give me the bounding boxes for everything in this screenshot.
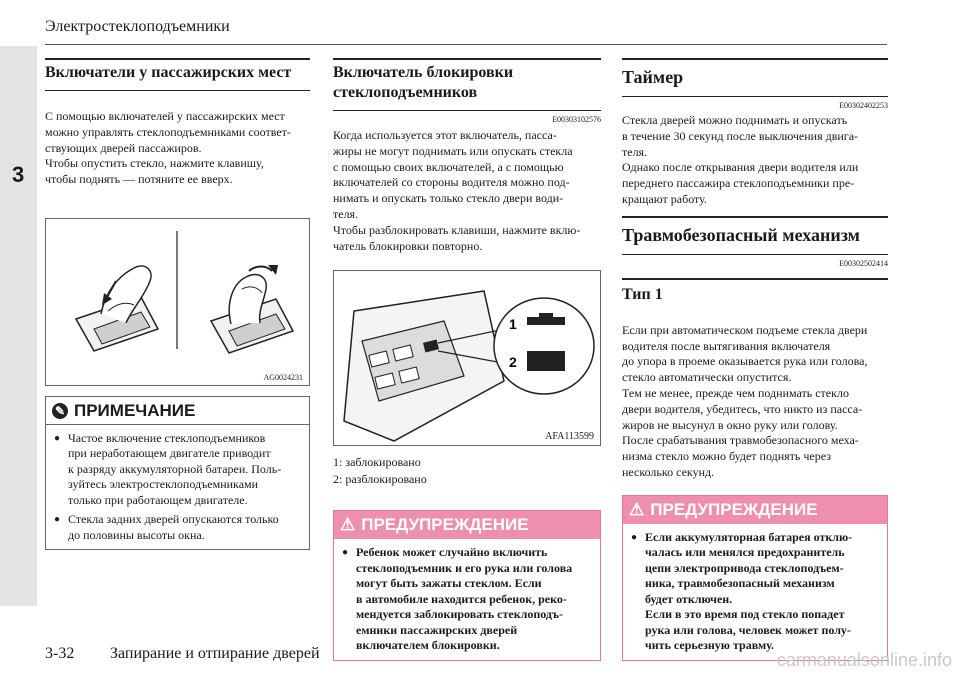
figure-code: AG0024231 bbox=[263, 372, 303, 382]
warning-triangle-icon: ⚠ bbox=[340, 515, 356, 535]
callout-2: 2 bbox=[509, 354, 517, 371]
figure-legend bbox=[333, 454, 601, 488]
warning-item: ● Если аккумуляторная батарея отклю- чалась или менялся предохранитель цепи электропривода стеклоподъем- ника, травмобезопасный механизм будет отключен. Если в это время под стекло попадет рука или голова, человек может полу- чить серьезную травму. bbox=[631, 530, 879, 654]
note-item: ● Стекла задних дверей опускаются только до половины высоты окна. bbox=[54, 512, 301, 543]
door-panel-illustration bbox=[334, 271, 600, 445]
subsection-title-type1: Тип 1 bbox=[622, 278, 888, 315]
note-title bbox=[46, 397, 309, 425]
column-lock-switch bbox=[333, 58, 601, 661]
note-item: ● Частое включение стеклоподъемников при неработающем двигателе приводит к разряду аккумуляторной батареи. Поль- зуйтесь электростеклоподъемниками только при работающем двигателе. bbox=[54, 431, 301, 509]
passenger-switch-figure bbox=[45, 218, 310, 386]
running-title: Электростеклоподъемники bbox=[45, 18, 230, 35]
legend-item: 2: разблокировано bbox=[333, 472, 427, 487]
header-rule bbox=[45, 44, 887, 45]
warning-box-child bbox=[333, 510, 601, 661]
passenger-switches-text: С помощью включателей у пассажирских мест можно управлять стеклоподъемниками соответ- ствующих дверей пассажиров. Чтобы опустить стекло, нажмите клавишу, чтобы поднять — потяните ее вверх. bbox=[45, 109, 291, 187]
lock-switch-figure bbox=[333, 270, 601, 446]
section-title-timer: Таймер bbox=[622, 58, 888, 97]
section-code: E00302402253 bbox=[839, 101, 888, 110]
note-list bbox=[46, 425, 309, 550]
page-number: 3-32 bbox=[45, 645, 75, 662]
section-title-lock-switch: Включатель блокировки стеклоподъемников bbox=[333, 58, 601, 111]
section-code: E00303102576 bbox=[552, 115, 601, 124]
section-title-passenger-switches: Включатели у пассажирских мест bbox=[45, 58, 310, 91]
hand-switch-illustration bbox=[46, 219, 309, 385]
chapter-sidebar bbox=[0, 46, 37, 606]
section-code: E00302502414 bbox=[839, 258, 888, 268]
watermark: carmanualsonline.info bbox=[776, 650, 952, 670]
legend-item: 1: заблокировано bbox=[333, 455, 421, 470]
callout-1: 1 bbox=[509, 316, 517, 333]
pencil-icon: ✎ bbox=[52, 403, 68, 419]
timer-text: Стекла дверей можно поднимать и опускать в течение 30 секунд после выключения двига- теля. Однако после открывания двери водителя или переднего пассажира стеклоподъемники пре- кращают работу. bbox=[622, 113, 859, 206]
warning-title-text: ПРЕДУПРЕЖДЕНИЕ bbox=[361, 515, 529, 535]
warning-title-text: ПРЕДУПРЕЖДЕНИЕ bbox=[650, 499, 818, 519]
chapter-number: 3 bbox=[12, 162, 25, 187]
warning-box-battery bbox=[622, 495, 888, 661]
warning-triangle-icon: ⚠ bbox=[629, 499, 645, 519]
warning-item: ● Ребенок может случайно включить стеклоподъемник и его рука или голова могут быть зажаты стеклом. Если в автомобиле находится ребенок, реко- мендуется заблокировать стеклоподъ- емники пассажирских дверей включателем блокировки. bbox=[342, 545, 592, 654]
warning-title bbox=[334, 511, 600, 539]
column-passenger-switches bbox=[45, 58, 310, 550]
warning-title bbox=[623, 496, 887, 524]
lock-switch-text: Когда используется этот включатель, пасса- жиры не могут поднимать или опускать стекла с помощью своих включателей, а с помощью включателей со стороны водителя можно под- нимать и опускать только стекло двери води- теля. Чтобы разблокировать клавиши, нажмите вклю- чатель блокировки повторно. bbox=[333, 128, 581, 253]
warning-list bbox=[623, 524, 887, 660]
section-title-safety: Травмобезопасный механизм bbox=[622, 216, 888, 255]
type1-text: Если при автоматическом подъеме стекла двери водителя после вытягивания включателя до упора в проеме оказывается рука или голова, стекло автоматически опустится. Тем не менее, прежде чем поднимать стекло двери водителя, убедитесь, что никто из пасса- жиров не высунул в окно руку или голову. После срабатывания травмобезопасного меха- низма стекло можно будет поднять через несколько секунд. bbox=[622, 322, 868, 479]
note-box bbox=[45, 396, 310, 551]
note-title-text: ПРИМЕЧАНИЕ bbox=[74, 400, 196, 420]
warning-list bbox=[334, 539, 600, 660]
column-timer-safety bbox=[622, 58, 888, 661]
figure-code: AFA113599 bbox=[545, 431, 594, 443]
footer-section-title: Запирание и отпирание дверей bbox=[110, 645, 320, 662]
